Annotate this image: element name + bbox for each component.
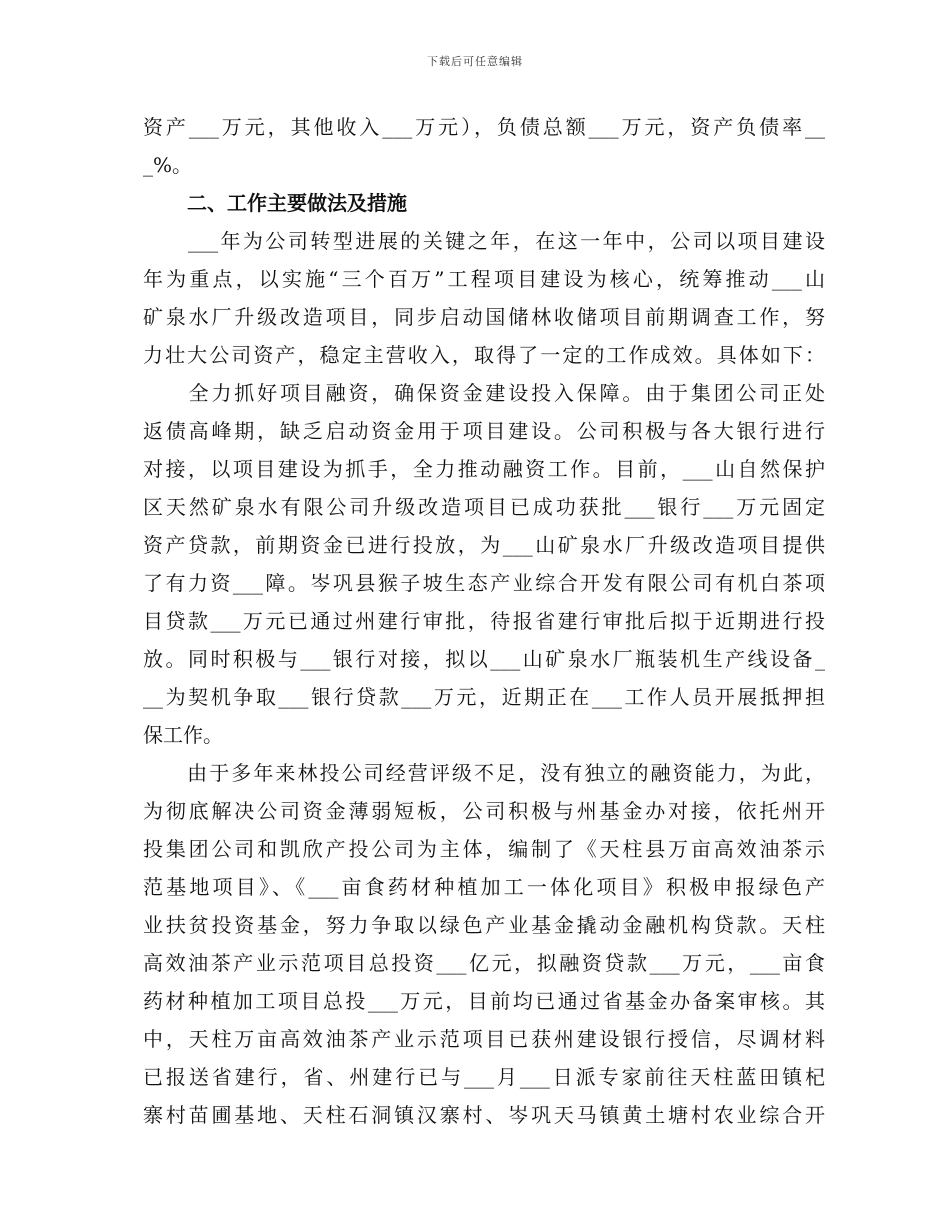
paragraph-2 — [143, 374, 825, 754]
document-body — [143, 108, 825, 1134]
text-line: 高效油茶产业示范项目总投资___亿元，拟融资贷款___万元，___亩食 — [143, 951, 825, 975]
text-line: ___年为公司转型进展的关键之年，在这一年中，公司以项目建设 — [143, 229, 825, 253]
text-line: 资产___万元，其他收入___万元），负债总额___万元，资产负债率__ — [143, 115, 825, 139]
text-line: 寨村苗圃基地、天柱石洞镇汉寨村、岑巩天马镇黄土塘村农业综合开 — [143, 1103, 825, 1127]
text-line: 力壮大公司资产，稳定主营收入，取得了一定的工作成效。具体如下： — [143, 343, 825, 367]
paragraph-1 — [143, 222, 825, 374]
text-line: 药材种植加工项目总投___万元，目前均已通过省基金办备案审核。其 — [143, 989, 825, 1013]
text-line: 目贷款___万元已通过州建行审批，待报省建行审批后拟于近期进行投 — [143, 609, 825, 633]
text-line: 对接，以项目建设为抓手，全力推动融资工作。目前，___山自然保护 — [143, 457, 825, 481]
text-line: 放。同时积极与___银行对接，拟以___山矿泉水厂瓶装机生产线设备_ — [143, 647, 825, 671]
section-heading: 二、工作主要做法及措施 — [187, 191, 407, 215]
text-line: 范基地项目》、《___亩食药材种植加工一体化项目》积极申报绿色产 — [143, 875, 825, 899]
text-line: 了有力资___障。岑巩县猴子坡生态产业综合开发有限公司有机白茶项 — [143, 571, 825, 595]
text-line: 资产贷款，前期资金已进行投放，为___山矿泉水厂升级改造项目提供 — [143, 533, 825, 557]
text-line: 已报送省建行，省、州建行已与___月___日派专家前往天柱蓝田镇杞 — [143, 1065, 825, 1089]
text-line: _%。 — [143, 153, 193, 177]
text-line: 年为重点，以实施“三个百万”工程项目建设为核心，统筹推动___山 — [143, 267, 825, 291]
text-line: 由于多年来林投公司经营评级不足，没有独立的融资能力，为此， — [143, 761, 825, 785]
header-note: 下载后可任意编辑 — [427, 55, 523, 68]
text-line: 全力抓好项目融资，确保资金建设投入保障。由于集团公司正处 — [143, 381, 825, 405]
text-line: 保工作。 — [143, 723, 223, 747]
text-line: 投集团公司和凯欣产投公司为主体，编制了《天柱县万亩高效油茶示 — [143, 837, 825, 861]
text-line: 业扶贫投资基金，努力争取以绿色产业基金撬动金融机构贷款。天柱 — [143, 913, 825, 937]
paragraph-3 — [143, 754, 825, 1134]
text-line: __为契机争取___银行贷款___万元，近期正在___工作人员开展抵押担 — [143, 685, 825, 709]
text-line: 区天然矿泉水有限公司升级改造项目已成功获批___银行___万元固定 — [143, 495, 825, 519]
text-line: 返债高峰期，缺乏启动资金用于项目建设。公司积极与各大银行进行 — [143, 419, 825, 443]
text-line: 中，天柱万亩高效油茶产业示范项目已获州建设银行授信，尽调材料 — [143, 1027, 825, 1051]
text-line: 矿泉水厂升级改造项目，同步启动国储林收储项目前期调查工作，努 — [143, 305, 825, 329]
text-line: 为彻底解决公司资金薄弱短板，公司积极与州基金办对接，依托州开 — [143, 799, 825, 823]
